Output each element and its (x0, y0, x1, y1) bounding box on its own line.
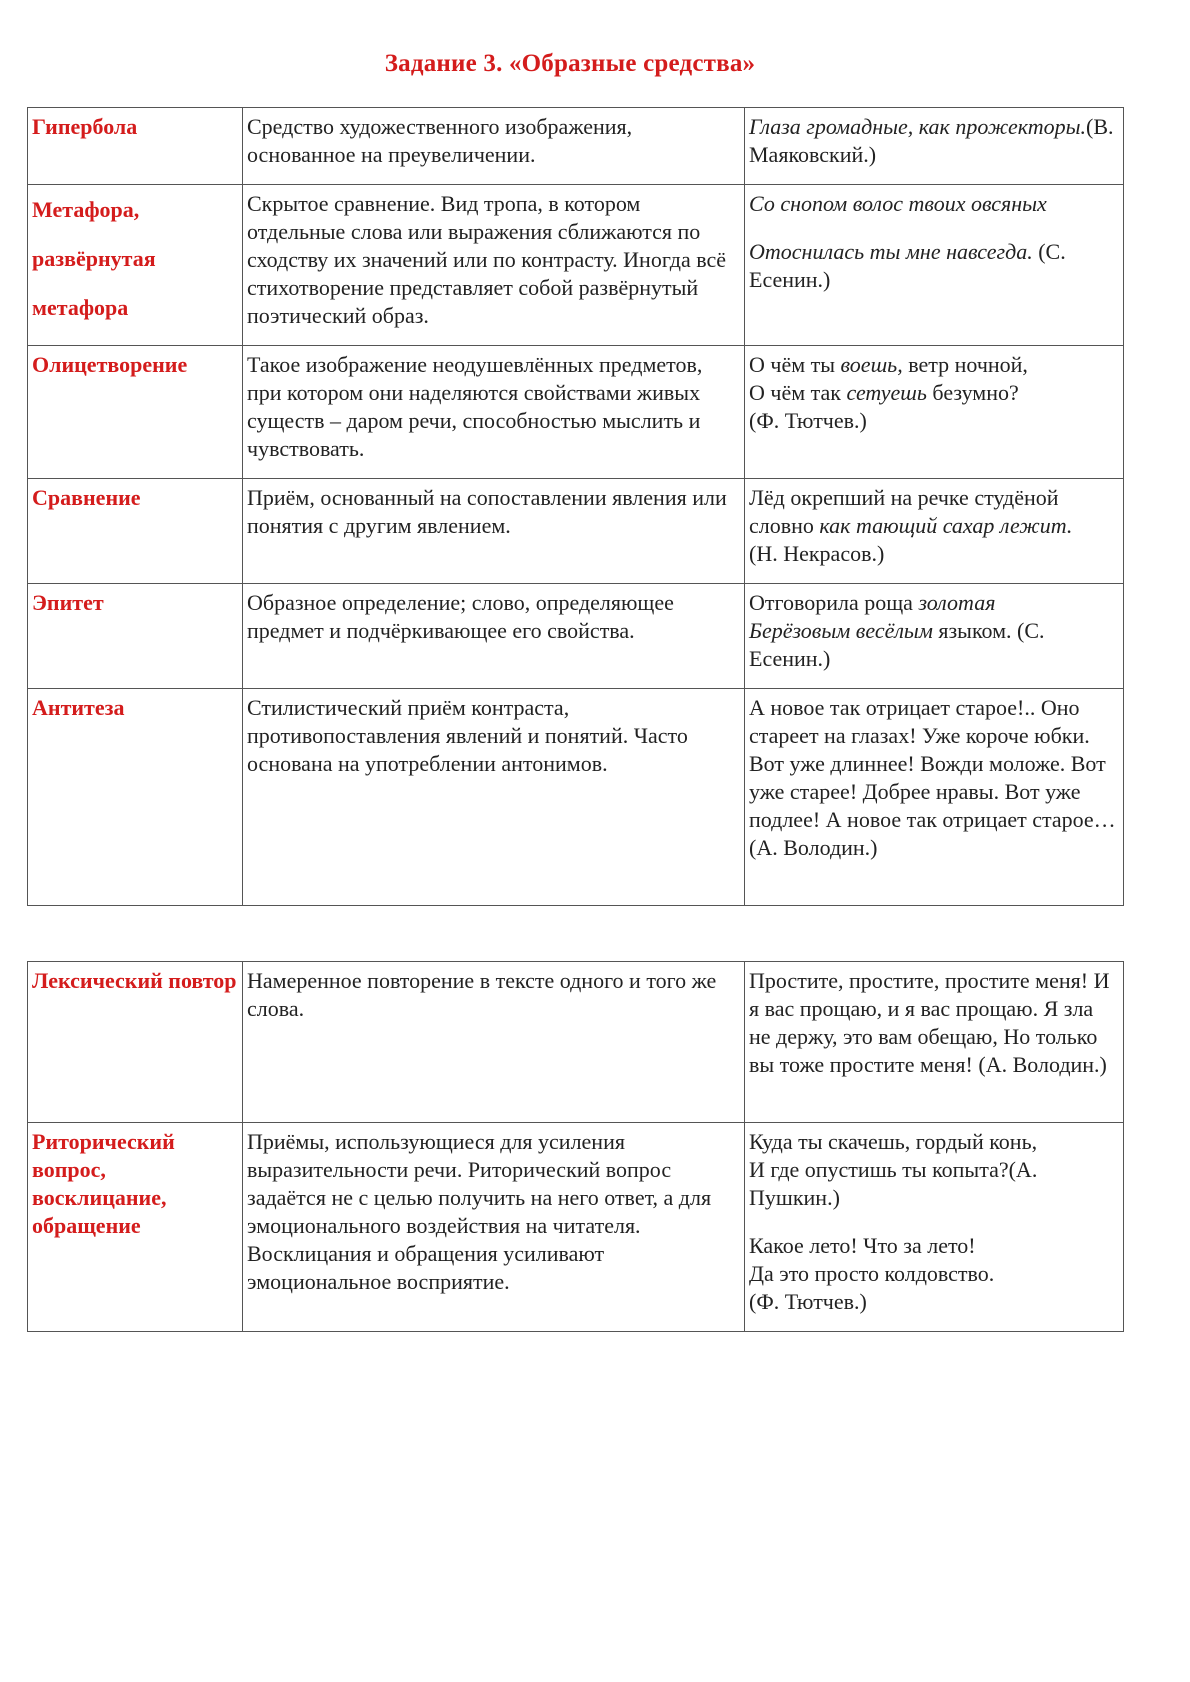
example-line (749, 351, 1119, 379)
definition-cell: Приём, основанный на сопоставлении явления или понятия с другим явлением. (243, 479, 745, 584)
example-author: (Ф. Тютчев.) (749, 408, 867, 433)
table-row (28, 689, 1124, 906)
table-row (28, 962, 1124, 1123)
example-line: Отоснилась ты мне навсегда. (749, 239, 1033, 264)
example-line (749, 618, 1045, 671)
figures-table (27, 107, 1124, 906)
term-cell: Гипербола (28, 108, 243, 185)
term-line: Метафора, (32, 197, 140, 222)
example-text: языком. (С. Есенин.) (749, 618, 1045, 671)
term-cell: Эпитет (28, 584, 243, 689)
table-row (28, 479, 1124, 584)
table-row (28, 346, 1124, 479)
definition-cell: Образное определение; слово, определяющее предмет и подчёркивающее его свойства. (243, 584, 745, 689)
definition-cell: Скрытое сравнение. Вид тропа, в котором отдельные слова или выражения сближаются по сходству их значений или по контрасту. Иногда всё стихотворение представляет собой развёрнутый поэтический образ. (243, 185, 745, 346)
term-line: развёрнутая (32, 246, 156, 271)
example-line: Со снопом волос твоих овсяных (749, 191, 1047, 216)
example-emphasis: как тающий сахар лежит. (819, 513, 1073, 538)
example-text: словно (749, 513, 820, 538)
example-emphasis: Берёзовым весёлым (749, 618, 933, 643)
page-title: Задание 3. «Образные средства» (384, 50, 756, 77)
example-text: ветр ночной, (902, 352, 1028, 377)
example-cell (745, 584, 1124, 689)
term-cell: Риторический вопрос, восклицание, обращение (28, 1123, 243, 1332)
example-line (749, 589, 1119, 617)
example-line: Какое лето! Что за лето! (749, 1233, 976, 1258)
example-author: (Ф. Тютчев.) (749, 1289, 867, 1314)
example-author: (В. Маяковский.) (749, 114, 1114, 167)
table-row (28, 185, 1124, 346)
example-text: О чём ты (749, 352, 841, 377)
example-cell: Простите, простите, простите меня! И я вас прощаю, и я вас прощаю. Я зла не держу, это вам обещаю, Но только вы тоже простите меня! (А. Володин.) (745, 962, 1124, 1123)
term-cell: Лексический повтор (28, 962, 243, 1123)
example-emphasis: сетуешь (846, 380, 927, 405)
table-row (28, 1123, 1124, 1332)
term-cell: Сравнение (28, 479, 243, 584)
definition-cell: Такое изображение неодушевлённых предметов, при котором они наделяются свойствами живых существ – даром речи, способностью мыслить и чувствовать. (243, 346, 745, 479)
definition-cell: Стилистический приём контраста, противопоставления явлений и понятий. Часто основана на употреблении антонимов. (243, 689, 745, 906)
table-row (28, 108, 1124, 185)
example-line (749, 379, 1119, 407)
example-line: И где опустишь ты копыта?(А. Пушкин.) (749, 1157, 1038, 1210)
example-cell: А новое так отрицает старое!.. Оно стареет на глазах! Уже короче юбки. Вот уже длиннее! Вожди моложе. Вот уже старее! Добрее нравы. Вот уже подлее! А новое так отрицает старое… (А. Володин.) (745, 689, 1124, 906)
term-cell (28, 185, 243, 346)
example-emphasis: воешь, (840, 352, 903, 377)
example-cell (745, 108, 1124, 185)
example-author: (С. Есенин.) (749, 239, 1066, 292)
table-row (28, 584, 1124, 689)
figures-table-2 (27, 961, 1124, 1332)
example-line: Да это просто колдовство. (749, 1261, 995, 1286)
term-line: метафора (32, 295, 129, 320)
example-quote: Глаза громадные, как прожекторы. (749, 114, 1086, 139)
definition-cell: Приёмы, использующиеся для усиления выразительности речи. Риторический вопрос задаётся не с целью получить на него ответ, а для эмоционального воздействия на читателя. Восклицания и обращения усиливают эмоциональное восприятие. (243, 1123, 745, 1332)
example-cell (745, 1123, 1124, 1332)
example-cell (745, 346, 1124, 479)
example-emphasis: золотая (918, 590, 996, 615)
example-line: Куда ты скачешь, гордый конь, (749, 1129, 1038, 1154)
definition-cell: Средство художественного изображения, основанное на преувеличении. (243, 108, 745, 185)
example-text: О чём так (749, 380, 847, 405)
example-text: безумно? (926, 380, 1019, 405)
term-cell: Антитеза (28, 689, 243, 906)
example-line: Лёд окрепший на речке студёной (749, 485, 1059, 510)
term-cell: Олицетворение (28, 346, 243, 479)
example-cell (745, 479, 1124, 584)
example-cell (745, 185, 1124, 346)
example-author: (Н. Некрасов.) (749, 541, 885, 566)
example-text: Отговорила роща (749, 590, 919, 615)
example-line (749, 512, 1119, 540)
definition-cell: Намеренное повторение в тексте одного и того же слова. (243, 962, 745, 1123)
